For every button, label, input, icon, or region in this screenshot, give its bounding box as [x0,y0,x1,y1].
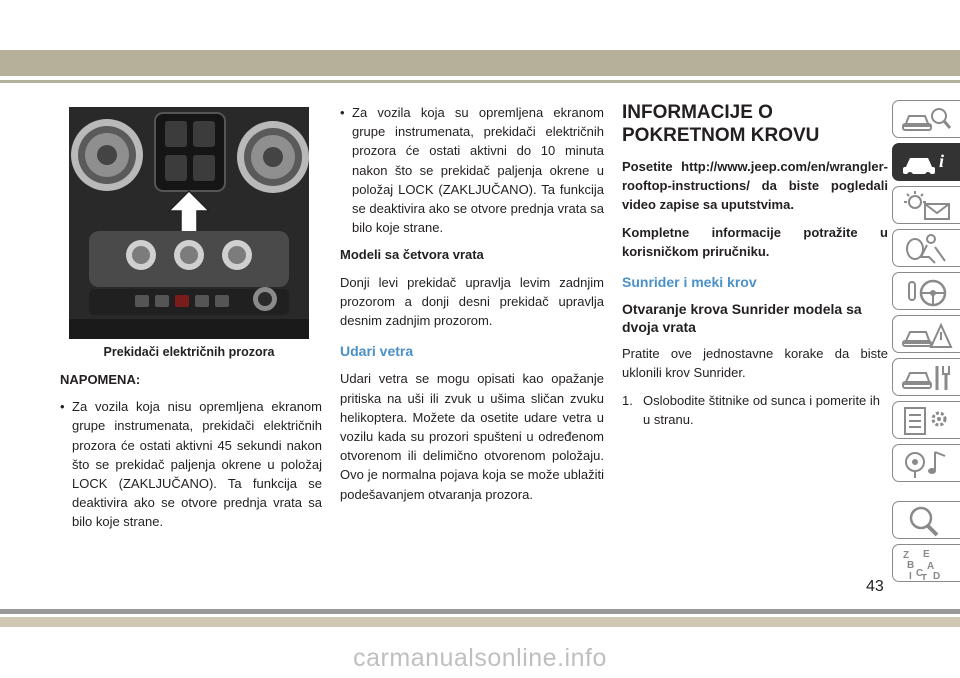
index-letter: B [907,560,915,571]
complete-info-text: Kompletne informacije potražite u korisničkom priručniku. [622,224,888,259]
checklist-gear-icon [901,405,953,437]
tab-driving[interactable] [892,272,960,310]
index-letter: T [921,573,928,580]
tab-search[interactable] [892,501,960,539]
tab-servicing[interactable] [892,358,960,396]
header-band [0,50,960,76]
step-1-number: 1. [622,392,633,408]
four-door-heading: Modeli sa četvora vrata [340,247,484,263]
index-letter: I [909,571,912,580]
car-search-icon [901,104,953,136]
index-letter: E [923,549,930,560]
left-column [60,370,322,540]
wind-buffeting-heading: Udari vetra [340,343,414,360]
airbag-person-icon [901,233,953,265]
tab-car-search[interactable] [892,100,960,138]
svg-text:i: i [939,151,945,171]
car-info-icon [901,147,953,179]
wind-buffeting-text: Udari vetra se mogu opisati kao opažanje pritiska na uši ili zvuk u ušima sličan zvuku helikoptera. Možete da osetite udare vetra u vozilu kada su prozori spušteni u određenom otvorenom ili delimično otvorenom položaju. Ovo je normalna pojava koja se može ublažiti podešavanjem otvaranja prozora. [340,371,604,502]
car-wrench-icon [901,362,953,394]
magnifier-icon [901,505,953,537]
open-sunrider-intro: Pratite ove jednostavne korake da biste uklonili krov Sunrider. [622,346,888,381]
tab-specifications[interactable] [892,401,960,439]
steering-wheel-icon [901,276,953,308]
alphabet-index-icon [901,548,953,580]
footer-band [0,617,960,627]
section-title-line2: POKRETNOM KROVU [622,125,820,146]
middle-column [340,103,604,512]
index-letter: A [927,561,935,572]
power-window-switches-photo [69,107,309,339]
warning-light-message-icon [901,190,953,222]
note-bullet-with-cluster: • Za vozila koja su opremljena ekranom grupe instrumenata, prekidači električnih prozora će ostati aktivni do 10 minuta nakon što se prekidač paljenja okrene u položaj LOCK (ZAKLJUČANO). Ta funkcija se deaktivira ako se otvore prednja vrata sa bilo koje strane. [340,103,604,237]
tab-warning-lights[interactable] [892,186,960,224]
page-number: 43 [866,578,884,595]
visit-website-text: Posetite http://www.jeep.com/en/wrangler-rooftop-instructions/ da biste pogledali video zapise sa uputstvima. [622,159,888,213]
note-heading: NAPOMENA: [60,372,141,387]
watermark-text: carmanualsonline.info [353,644,607,672]
tab-index[interactable] [892,544,960,582]
index-letter: C [916,568,924,579]
tab-emergency[interactable] [892,315,960,353]
tab-safety[interactable] [892,229,960,267]
sunrider-heading: Sunrider i meki krov [622,274,757,291]
header-rule [0,80,960,83]
index-letter: D [933,571,941,580]
four-door-text: Donji levi prekidač upravlja levim zadnjim prozorom a donji desni prekidač upravlja desnim zadnjim prozorom. [340,274,604,329]
right-column [622,101,888,437]
step-1-text: Oslobodite štitnike od sunca i pomerite ih u stranu. [643,392,881,427]
note-bullet-no-cluster: • Za vozila koja nisu opremljena ekranom grupe instrumenata, prekidači električnih prozora će ostati aktivni 45 sekundi nakon što se prekidač paljenja okrene u položaj LOCK (ZAKLJUČANO). Ta funkcija se deaktivira ako se otvore prednja vrata sa bilo koje strane. [60,397,322,531]
section-title-line1: INFORMACIJE O [622,102,773,123]
music-navigation-icon [901,448,953,480]
footer-rule [0,609,960,614]
step-1 [622,391,888,429]
section-title [622,101,888,147]
tab-car-info[interactable] [892,143,960,181]
index-letter: Z [903,550,910,561]
roadside-warning-icon [901,319,953,351]
tab-multimedia[interactable] [892,444,960,482]
photo-caption: Prekidači električnih prozora [103,345,275,359]
open-sunrider-heading: Otvaranje krova Sunrider modela sa dvoja vrata [622,301,862,336]
